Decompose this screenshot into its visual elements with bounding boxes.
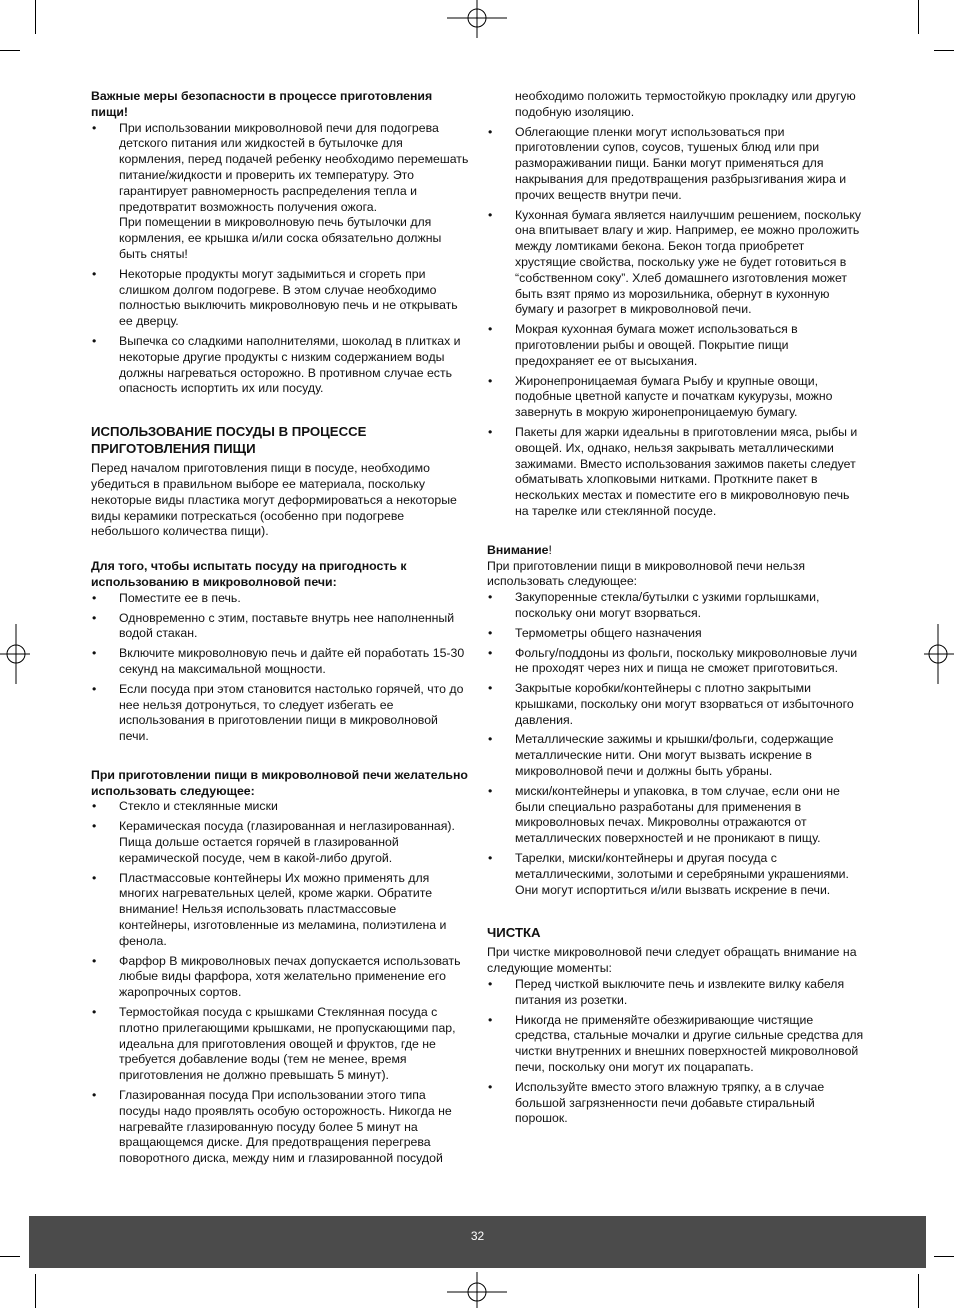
registration-mark-icon: [924, 624, 954, 684]
right-column: [487, 89, 865, 1131]
list-item: • Никогда не применяйте обезжиривающие чистящие средства, стальные мочалки и другие сильные средства для чистки внутренних и внешних поверхностей микроволновой печи, поскольку они могут их поцарапать.: [487, 1013, 865, 1076]
page-footer: [29, 1216, 926, 1268]
list-item: • Используйте вместо этого влажную тряпку, а в случае большой загрязненности печи добавьте стиральный порошок.: [487, 1080, 865, 1127]
list-item: • Закрытые коробки/контейнеры с плотно закрытыми крышками, поскольку они могут взорваться от избыточного давления.: [487, 681, 865, 728]
warning-mark: !: [548, 542, 552, 557]
registration-mark-icon: [0, 624, 30, 684]
crop-mark: [35, 0, 36, 34]
section-heading-cleaning: ЧИСТКА: [487, 925, 541, 941]
list-item: • Термостойкая посуда с крышками Стеклянная посуда с плотно прилегающими крышками, не пропускающими пар, идеальна для приготовления овощей и фруктов, где не требуется добавление воды (тем не менее, время приготовления не должно превышать 5 минут).: [91, 1005, 469, 1084]
list-item: • При использовании микроволновой печи для подогрева детского питания или жидкостей в бутылочке для кормления, перед подачей ребенку необходимо перемешать питание/жидкости и проверить их температуру. Это гарантирует равномерность распределения тепла и предотвратит возможность получения ожога. При помещении в микроволновую печь бутылочки для кормления, ее крышка и/или соска обязательно должны быть сняты!: [91, 121, 469, 263]
list-item: • Выпечка со сладкими наполнителями, шоколад в плитках и некоторые другие продукты с низким содержанием воды должны нагреваться осторожно. В противном случае есть опасность испортить их или посуду.: [91, 334, 469, 397]
test-heading: Для того, чтобы испытать посуду на пригодность к использованию в микроволновой печи:: [91, 559, 407, 589]
cleaning-intro: При чистке микроволновой печи следует обращать внимание на следующие моменты:: [487, 945, 857, 976]
crop-mark: [0, 50, 20, 51]
crop-mark: [934, 50, 954, 51]
continuation-text: необходимо положить термостойкую прокладку или другую подобную изоляцию.: [515, 89, 856, 119]
list-item: • Мокрая кухонная бумага может использоваться в приготовлении рыбы и овощей. Покрытие пищи предохраняет ее от высыхания.: [487, 322, 865, 369]
list-item: • Пакеты для жарки идеальны в приготовлении мяса, рыбы и овощей. Их, однако, нельзя закрывать металлическими зажимами. Вместо использования зажимов пакеты следует обматывать хлопковыми нитками. Проткните пакет в нескольких местах и поместите его в микроволновую печь на тарелке или стеклянной посуде.: [487, 425, 865, 520]
warning-label: Внимание: [487, 542, 549, 557]
recommended-heading: При приготовлении пищи в микроволновой печи желательно использовать следующее:: [91, 767, 468, 798]
registration-mark-icon: [447, 1270, 507, 1308]
list-item: • Термометры общего назначения: [487, 626, 865, 642]
list-item: • Керамическая посуда (глазированная и неглазированная). Пища дольше остается горячей в глазированной керамической посуде, чем в какой-либо другой.: [91, 819, 469, 866]
list-item: • Металлические зажимы и крышки/фольги, содержащие металлические нити. Они могут вызвать искрение в микроволновой печи и должны быть убраны.: [487, 732, 865, 779]
list-item: • Одновременно с этим, поставьте внутрь нее наполненный водой стакан.: [91, 611, 469, 643]
list-item: • Жиронепроницаемая бумага Рыбу и крупные овощи, подобные цветной капусте и початкам кукурузы, можно завернуть в мокрую жиронепроницаемую бумагу.: [487, 374, 865, 421]
list-item: • Глазированная посуда При использовании этого типа посуды надо проявлять особую осторожность. Никогда не нагревайте глазированную посуду более 5 минут на вращающемся диске. Для предотвращения перегрева поворотного диска, между ним и глазированной посудой: [91, 1088, 469, 1167]
list-item: • Тарелки, миски/контейнеры и другая посуда с металлическими, золотыми и серебряными украшениями. Они могут испортиться и/или вызвать искрение в печи.: [487, 851, 865, 898]
page-number: 32: [470, 1229, 485, 1243]
list-item: • Фарфор В микроволновых печах допускается использовать любые виды фарфора, хотя желательно применение его жаропрочных сортов.: [91, 954, 469, 1001]
list-item: • Кухонная бумага является наилучшим решением, поскольку она впитывает влагу и жир. Например, ее можно проложить между ломтиками бекона. Бекон тогда приобретет хрустящие свойства, поскольку уже не будет готовиться в “собственном соку”. Хлеб домашнего изготовления может быть взят прямо из морозильника, обернут в кухонную бумагу и разогрет в микроволновой печи.: [487, 208, 865, 319]
list-item: • Перед чисткой выключите печь и извлеките вилку кабеля питания из розетки.: [487, 977, 865, 1009]
list-item: • Облегающие пленки могут использоваться при приготовлении супов, соусов, тушеных блюд или при размораживании пищи. Банки могут применяться для накрывания для предотвращения разбрызгивания жира и прочих веществ внутри печи.: [487, 125, 865, 204]
wrap-list: [487, 125, 865, 520]
warning-list: [487, 590, 865, 898]
list-item: • Некоторые продукты могут задымиться и сгореть при слишком долгом подогреве. В этом случае необходимо полностью выключить микроволновую печь и не открывать ее дверцу.: [91, 267, 469, 330]
crop-mark: [35, 1274, 36, 1308]
safety-heading: Важные меры безопасности в процессе приготовления пищи!: [91, 89, 433, 119]
list-item: • миски/контейнеры и упаковка, в том случае, если они не были специально разработаны для применения в микроволновых печах. Микроволны отражаются от металлических поверхностей и не проникают в пищу.: [487, 784, 865, 847]
left-column: [91, 89, 469, 1171]
list-item: • Включите микроволновую печь и дайте ей поработать 15-30 секунд на максимальной мощности.: [91, 646, 469, 678]
section-heading-cookware: ИСПОЛЬЗОВАНИЕ ПОСУДЫ В ПРОЦЕССЕ ПРИГОТОВЛЕНИЯ ПИЩИ: [91, 424, 367, 457]
warning-line: [487, 543, 865, 559]
test-list: [91, 591, 469, 745]
list-item: • Стекло и стеклянные миски: [91, 799, 469, 815]
crop-mark: [918, 1274, 919, 1308]
list-item: • Фольгу/поддоны из фольги, поскольку микроволновые лучи не проходят через них и пища не сможет приготовиться.: [487, 646, 865, 678]
safety-list: [91, 121, 469, 398]
crop-mark: [0, 1256, 20, 1257]
list-item: • Поместите ее в печь.: [91, 591, 469, 607]
list-item: • Закупоренные стекла/бутылки с узкими горлышками, поскольку они могут взорваться.: [487, 590, 865, 622]
list-item: • Пластмассовые контейнеры Их можно применять для многих нагревательных целей, кроме жарки. Обратите внимание! Нельзя использовать пластмассовые контейнеры, изготовленные из меламина, полиэтилена и фенола.: [91, 871, 469, 950]
registration-mark-icon: [447, 0, 507, 40]
warning-intro: При приготовлении пищи в микроволновой печи нельзя использовать следующее:: [487, 558, 806, 589]
list-item: • Если посуда при этом становится настолько горячей, что до нее нельзя дотронуться, то следует избегать ее использования в приготовлении пищи в микроволновой печи.: [91, 682, 469, 745]
cleaning-list: [487, 977, 865, 1127]
cookware-intro: Перед началом приготовления пищи в посуде, необходимо убедиться в правильном выборе ее материала, поскольку некоторые виды пластика могут деформироваться а некоторые виды керамики потрескаться (особенно при подогреве небольшого количества пищи).: [91, 461, 457, 539]
crop-mark: [918, 0, 919, 34]
recommended-list: [91, 799, 469, 1167]
crop-mark: [934, 1256, 954, 1257]
